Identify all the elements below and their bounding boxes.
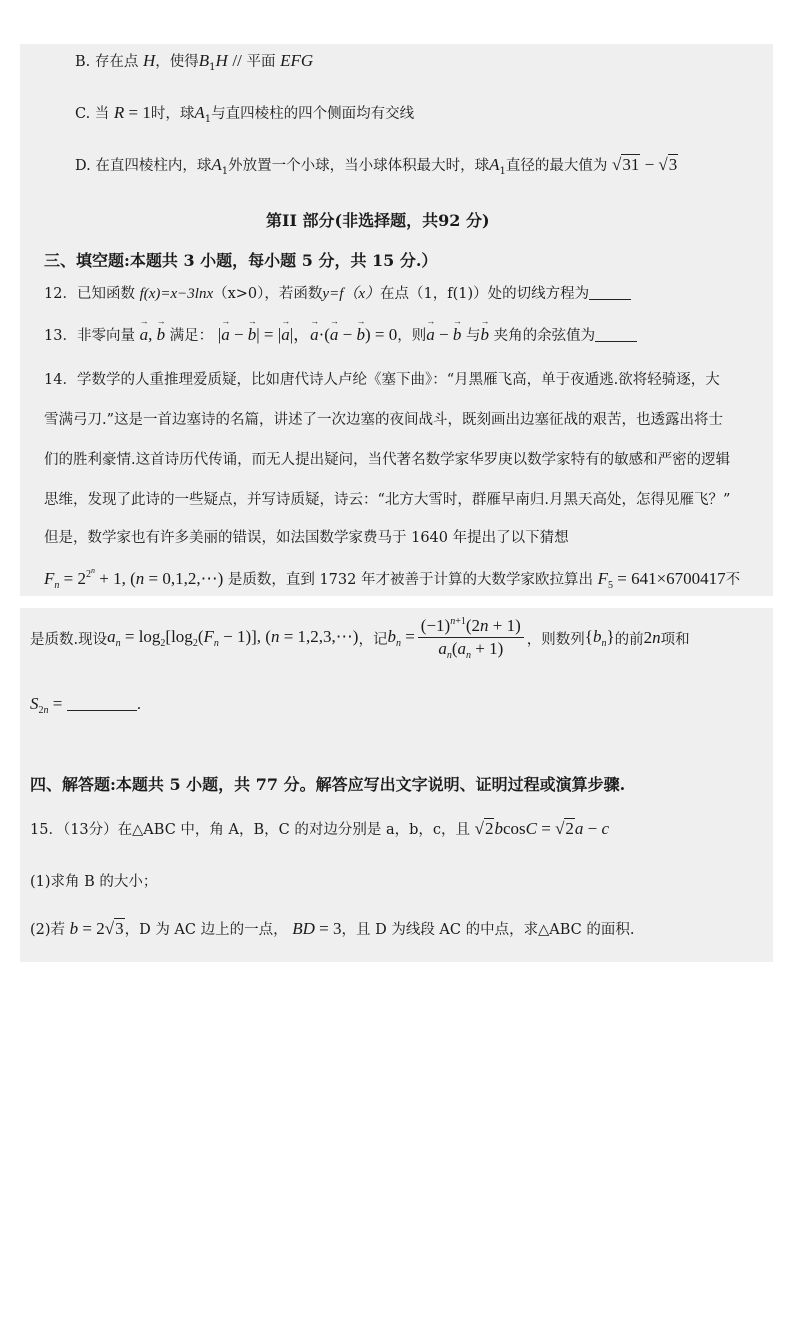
q12-function: f(x)=x−3lnx bbox=[139, 286, 214, 302]
section4-heading: 四、解答题:本题共 5 小题，共 77 分。解答应写出文字说明、证明过程或演算步骤. bbox=[30, 775, 626, 794]
q13-text4: 与 bbox=[465, 328, 481, 344]
q13-answer-blank[interactable] bbox=[595, 327, 637, 342]
option-c-text2: 时，球 bbox=[150, 106, 195, 122]
option-b-text2: ，使得 bbox=[155, 54, 199, 70]
q14-line-3: 们的胜利豪情.这首诗历代传诵，而无人提出疑问，当代著名数学家华罗庚以数学家特有的敏感和严密的逻辑 bbox=[44, 452, 731, 468]
q13-text5: 夹角的余弦值为 bbox=[493, 328, 596, 344]
q14-line-2: 雪满弓刀.”这是一首边塞诗的名篇，讲述了一次边塞的夜间战斗，既刻画出边塞征战的艰苦，也透露出将士 bbox=[44, 412, 724, 428]
q12-number: 12． bbox=[44, 286, 77, 302]
option-d-text1: 在直四棱柱内，球 bbox=[95, 158, 212, 174]
option-c: C. 当 R = 1时，球$A_1$与直四棱柱的四个侧面均有交线 bbox=[75, 103, 415, 125]
q14-answer-blank[interactable] bbox=[67, 696, 137, 711]
q14-fermat-line: $F_n = 2^{2^n} + 1$, (n = 0,1,2,⋯) 是质数，直到 1732 年才被善于计算的大数学家欧拉算出 $F_5 = 641\times 6700417$不 bbox=[44, 566, 741, 591]
q14-line-5: 但是，数学家也有许多美丽的错误，如法国数学家费马于 1640 年提出了以下猜想 bbox=[44, 530, 569, 546]
option-b: B. 存在点 H，使得$B_1H$ // 平面 EFG bbox=[75, 51, 314, 73]
q15-text: 在△ABC 中，角 A，B，C 的对边分别是 a，b，c，且 bbox=[117, 822, 471, 838]
option-c-text3: 与直四棱柱的四个侧面均有交线 bbox=[211, 106, 415, 122]
q14-line-1: 14．学数学的人重推理爱质疑，比如唐代诗人卢纶《塞下曲》：“月黑雁飞高，单于夜遁逃.欲将轻骑逐，大 bbox=[44, 372, 720, 388]
q14-fermat-text: 是质数，直到 1732 年才被善于计算的大数学家欧拉算出 bbox=[227, 572, 593, 588]
q12-function2: y=f（x） bbox=[322, 286, 381, 302]
q12-condition: （x>0），若函数 bbox=[213, 286, 323, 302]
option-c-text1: 当 bbox=[94, 106, 110, 122]
q14-cont4: 的前 bbox=[614, 631, 644, 648]
q13-text3: ，则 bbox=[397, 328, 427, 344]
q15-part2: (2)若 b = 2√3，D 为 AC 边上的一点， BD = 3，且 D 为线段 AC 的中点，求△ABC 的面积. bbox=[30, 919, 635, 938]
q14-line-4: 思维，发现了此诗的一些疑点，并写诗质疑，诗云：“北方大雪时，群雁早南归.月黑天高处，怎得见雁飞？” bbox=[44, 492, 731, 508]
q14-sum-line: $S_{2n}$ = . bbox=[30, 694, 142, 716]
question-13: 13．非零向量 a →, b → 满足： |a → − b →| = |a →|，a →·(a → − b →) = 0，则a → − b → 与b → 夹角的余弦值为 bbox=[44, 320, 637, 345]
q12-text2: 在点（1，f(1)）处的切线方程为 bbox=[380, 286, 590, 302]
option-d: D. 在直四棱柱内，球$A_1$外放置一个小球，当小球体积最大时，球$A_1$直径的最大值为 √31 − √3 bbox=[75, 155, 678, 177]
question-12 bbox=[44, 282, 631, 303]
q12-answer-blank[interactable] bbox=[589, 285, 631, 300]
q14-cont2: ，记 bbox=[358, 631, 388, 648]
option-b-label: B. bbox=[75, 54, 91, 70]
question-15: 15．（13分）在△ABC 中，角 A，B，C 的对边分别是 a，b，c，且 √2bcosC = √2a − c bbox=[30, 819, 610, 838]
q14-cont5: 项和 bbox=[660, 631, 690, 648]
option-d-label: D. bbox=[75, 158, 91, 174]
q14-fermat-tail: 不 bbox=[725, 572, 741, 588]
section3-heading: 三、填空题:本题共 3 小题，每小题 5 分，共 15 分.） bbox=[44, 251, 438, 270]
part2-title: 第II 部分(非选择题，共92 分) bbox=[266, 211, 490, 230]
bn-fraction: $\frac{(-1)^{n+1}(2n + 1)}{a_n(a_n + 1)}$ bbox=[418, 616, 524, 661]
option-d-text3: 直径的最大值为 bbox=[505, 158, 608, 174]
option-b-text1: 存在点 bbox=[94, 54, 139, 70]
q15-number: 15． bbox=[30, 822, 63, 838]
q14-cont1: 是质数.现设 bbox=[30, 631, 108, 648]
option-b-text3: 平面 bbox=[246, 54, 276, 70]
q14-fermat-value: 641×6700417 bbox=[631, 569, 726, 588]
q15-part2-a: (2)若 bbox=[30, 922, 66, 938]
q15-part2-b: ，D 为 AC 边上的一点， bbox=[124, 922, 288, 938]
q15-part1: (1)求角 B 的大小； bbox=[30, 874, 158, 890]
q14-continuation: 是质数.现设 $a_n = \log_2[\log_2(F_n - 1)]$, (n = 1,2,3,⋯) ，记 $b_n$ = $\frac{(-1)^{n+1}(2n + 1)}{a_n(a_n + 1)}$ ，则数列 $\{b_n\}$ 的前 2n 项和 bbox=[30, 615, 690, 661]
q12-text: 已知函数 bbox=[76, 286, 135, 302]
q14-cont3: ，则数列 bbox=[526, 631, 585, 648]
q13-text2: 满足： bbox=[169, 328, 214, 344]
q13-text1: 非零向量 bbox=[76, 328, 135, 344]
q15-part2-c: ，且 D 为线段 AC 的中点，求△ABC 的面积. bbox=[341, 922, 635, 938]
option-d-text2: 外放置一个小球，当小球体积最大时，球 bbox=[228, 158, 490, 174]
q13-number: 13． bbox=[44, 328, 77, 344]
option-c-label: C. bbox=[75, 106, 91, 122]
q15-score: （13分） bbox=[62, 822, 118, 838]
